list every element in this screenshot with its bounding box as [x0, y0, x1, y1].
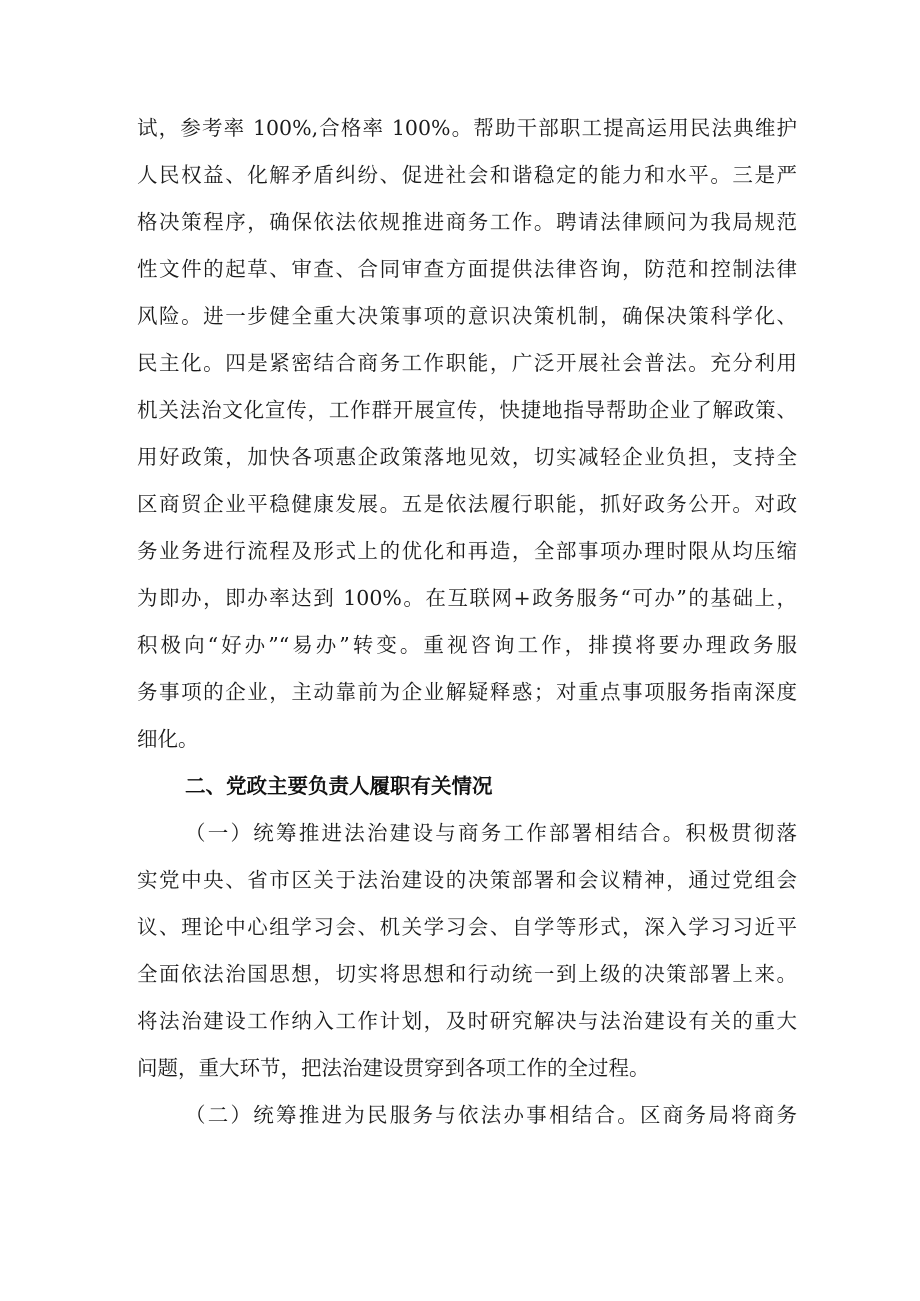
paragraph-line: 为即办，即办率达到 100%。在互联网+政务服务“可办”的基础上，	[137, 586, 797, 610]
paragraph-line: 议、理论中心组学习会、机关学习会、自学等形式，深入学习习近平	[137, 915, 797, 939]
paragraph-line: （二）统筹推进为民服务与依法办事相结合。区商务局将商务	[185, 1103, 797, 1127]
paragraph-line: 细化。	[137, 727, 199, 751]
paragraph-line: 务事项的企业，主动靠前为企业解疑释惑；对重点事项服务指南深度	[137, 680, 797, 704]
paragraph-line: 格决策程序，确保依法依规推进商务工作。聘请法律顾问为我局规范	[137, 210, 797, 234]
paragraph-line: 全面依法治国思想，切实将思想和行动统一到上级的决策部署上来。	[137, 962, 797, 986]
paragraph-line: 机关法治文化宣传，工作群开展宣传，快捷地指导帮助企业了解政策、	[137, 398, 797, 422]
paragraph-line: 积极向“好办”“易办”转变。重视咨询工作，排摸将要办理政务服	[137, 633, 797, 657]
paragraph-line: 风险。进一步健全重大决策事项的意识决策机制，确保决策科学化、	[137, 304, 797, 328]
paragraph-line: 区商贸企业平稳健康发展。五是依法履行职能，抓好政务公开。对政	[137, 492, 797, 516]
paragraph-line: 性文件的起草、审查、合同审查方面提供法律咨询，防范和控制法律	[137, 257, 797, 281]
paragraph-line: 实党中央、省市区关于法治建设的决策部署和会议精神，通过党组会	[137, 868, 797, 892]
section-heading: 二、党政主要负责人履职有关情况	[185, 774, 493, 798]
paragraph-line: 将法治建设工作纳入工作计划，及时研究解决与法治建设有关的重大	[137, 1009, 797, 1033]
paragraph-line: 民主化。四是紧密结合商务工作职能，广泛开展社会普法。充分利用	[137, 351, 797, 375]
paragraph-line: 人民权益、化解矛盾纠纷、促进社会和谐稳定的能力和水平。三是严	[137, 163, 797, 187]
paragraph-line: 试，参考率 100%,合格率 100%。帮助干部职工提高运用民法典维护	[137, 116, 797, 140]
paragraph-line: 务业务进行流程及形式上的优化和再造，全部事项办理时限从均压缩	[137, 539, 797, 563]
paragraph-line: 问题，重大环节，把法治建设贯穿到各项工作的全过程。	[137, 1056, 650, 1080]
paragraph-line: 用好政策，加快各项惠企政策落地见效，切实减轻企业负担，支持全	[137, 445, 797, 469]
paragraph-line: （一）统筹推进法治建设与商务工作部署相结合。积极贯彻落	[185, 821, 797, 845]
